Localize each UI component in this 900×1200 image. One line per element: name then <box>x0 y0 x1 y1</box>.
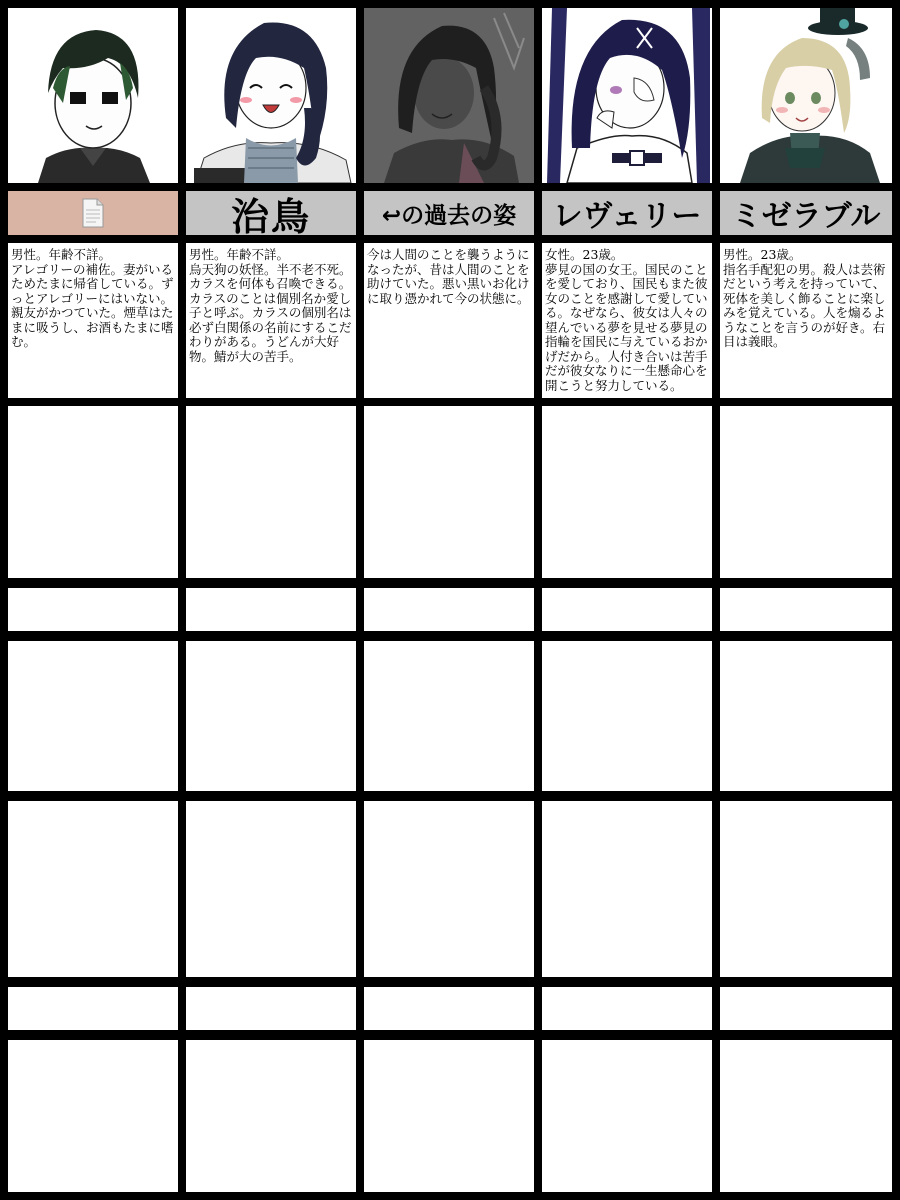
empty-portrait-cell <box>364 406 534 578</box>
empty-name-cell <box>186 987 356 1030</box>
character-description: 男性。23歳。 指名手配犯の男。殺人は芸術だという考えを持っていて、死体を美しく飾ることに楽しみを覚えている。人を煽るようなことを言うのが好き。右目は義眼。 <box>723 247 886 349</box>
empty-name-cell <box>542 588 712 631</box>
character-description: 男性。年齢不詳。 アレゴリーの補佐。妻がいるためたまに帰省している。ずっとアレゴリーにはいない。親友がかつていた。煙草はたまに吸うし、お酒もたまに嗜む。 <box>11 247 174 349</box>
character-description: 今は人間のことを襲うようになったが、昔は人間のことを助けていた。悪い黒いお化けに取り憑かれて今の状態に。 <box>367 247 530 306</box>
character-name: ↩の過去の姿 <box>381 202 517 229</box>
document-icon <box>81 198 105 228</box>
character-name: レヴェリー <box>552 199 702 234</box>
empty-portrait-cell <box>8 406 178 578</box>
empty-name-cell <box>542 987 712 1030</box>
portrait-cell-4 <box>542 8 712 183</box>
empty-description-cell <box>542 641 712 791</box>
empty-portrait-cell <box>186 406 356 578</box>
empty-description-cell <box>186 641 356 791</box>
character-description: 女性。23歳。 夢見の国の女王。国民のことを愛しており、国民もまた彼女のことを感謝して愛している。なぜなら、彼女は人々の望んでいる夢を見せる夢見の指輪を国民に与えているおかげだから。人付き合いは苦手だが彼女なりに一生懸命心を開こうと努力している。 <box>545 247 708 393</box>
description-cell-4 <box>542 243 712 398</box>
name-cell-1 <box>8 191 178 235</box>
portrait-crow-tengu-smiling-icon <box>186 8 356 183</box>
portrait-queen-with-eyepatch-icon <box>542 8 712 183</box>
empty-description-cell <box>186 1040 356 1192</box>
empty-name-cell <box>720 588 892 631</box>
empty-portrait-cell <box>364 801 534 977</box>
empty-name-cell <box>720 987 892 1030</box>
description-cell-1 <box>8 243 178 398</box>
portrait-cell-5 <box>720 8 892 183</box>
portrait-shadowed-past-form-icon <box>364 8 534 183</box>
empty-description-cell <box>720 641 892 791</box>
empty-description-cell <box>8 1040 178 1192</box>
portrait-cell-1 <box>8 8 178 183</box>
empty-portrait-cell <box>720 801 892 977</box>
empty-portrait-cell <box>542 406 712 578</box>
description-cell-5 <box>720 243 892 398</box>
empty-portrait-cell <box>186 801 356 977</box>
character-name: ミゼラブル <box>731 199 881 234</box>
name-cell-3 <box>364 191 534 235</box>
description-cell-3 <box>364 243 534 398</box>
empty-portrait-cell <box>8 801 178 977</box>
description-cell-2 <box>186 243 356 398</box>
name-cell-2 <box>186 191 356 235</box>
empty-description-cell <box>542 1040 712 1192</box>
empty-name-cell <box>364 588 534 631</box>
empty-description-cell <box>720 1040 892 1192</box>
empty-description-cell <box>8 641 178 791</box>
name-cell-5 <box>720 191 892 235</box>
name-cell-4 <box>542 191 712 235</box>
empty-portrait-cell <box>720 406 892 578</box>
empty-name-cell <box>8 987 178 1030</box>
portrait-cell-2 <box>186 8 356 183</box>
empty-name-cell <box>364 987 534 1030</box>
character-description: 男性。年齢不詳。 烏天狗の妖怪。半不老不死。カラスを何体も召喚できる。カラスのことは個別名か愛し子と呼ぶ。カラスの個別名は必ず白関係の名前にするこだわりがある。うどんが大好物。鯖が大の苦手。 <box>189 247 352 364</box>
empty-description-cell <box>364 641 534 791</box>
empty-name-cell <box>8 588 178 631</box>
portrait-dark-green-hair-boy-icon <box>8 8 178 183</box>
empty-portrait-cell <box>542 801 712 977</box>
empty-description-cell <box>364 1040 534 1192</box>
empty-name-cell <box>186 588 356 631</box>
portrait-cell-3 <box>364 8 534 183</box>
character-name: 治鳥 <box>230 194 311 235</box>
portrait-blonde-top-hat-icon <box>720 8 892 183</box>
